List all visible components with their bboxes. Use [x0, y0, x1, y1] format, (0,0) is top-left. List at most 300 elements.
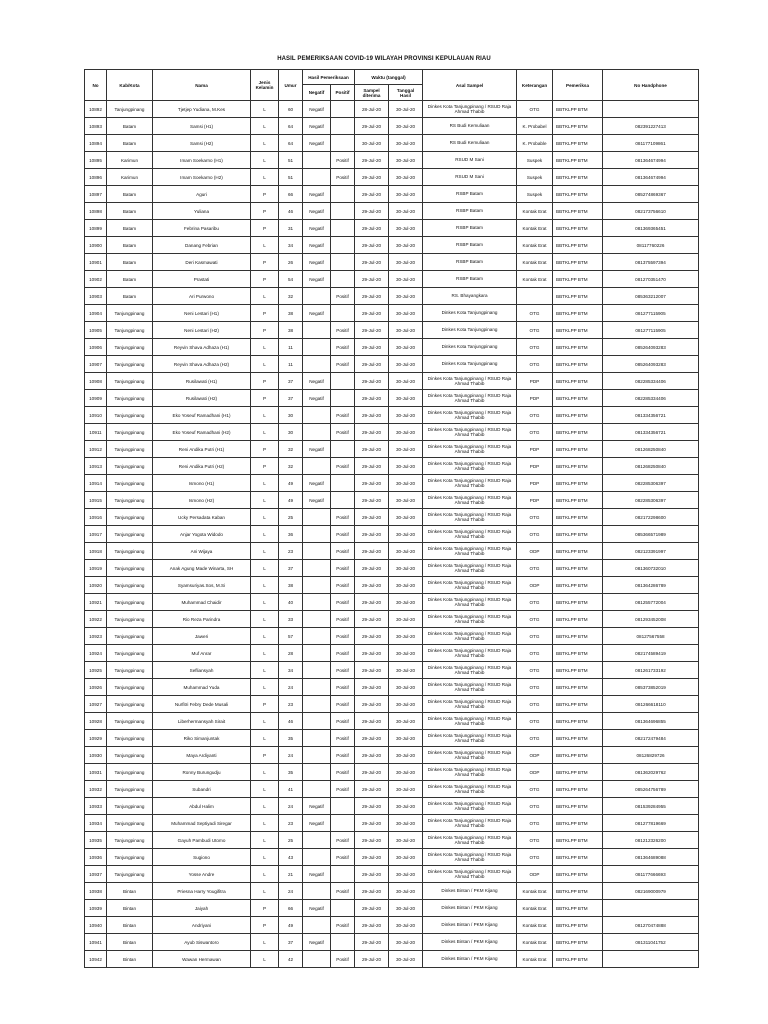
cell-no: 10931 — [85, 764, 107, 781]
cell-umur: 64 — [279, 118, 303, 135]
cell-keterangan: Kontak Erat — [517, 883, 553, 900]
cell-sampel-diterima: 29-Jul-20 — [355, 118, 389, 135]
cell-pemeriksa: BBTKLPP BTM — [553, 543, 603, 560]
cell-pemeriksa: BBTKLPP BTM — [553, 645, 603, 662]
cell-umur: 23 — [279, 543, 303, 560]
cell-sampel-diterima: 29-Jul-20 — [355, 594, 389, 611]
header-waktu: Waktu (tanggal) — [355, 70, 423, 85]
cell-keterangan: Kontak Erat — [517, 271, 553, 288]
cell-nama: Reyvin Shava Adhaza (H2) — [153, 356, 251, 373]
cell-no-handphone: 081270474888 — [603, 917, 699, 934]
cell-keterangan: Kontak Erat — [517, 254, 553, 271]
cell-umur: 40 — [279, 594, 303, 611]
cell-positif — [331, 254, 355, 271]
cell-keterangan: PDP — [517, 475, 553, 492]
cell-keterangan: OTG — [517, 560, 553, 577]
cell-asal-sampel: Dinkes Kota Tanjungpinang / RSUD Raja Ahmad Thabib — [423, 764, 517, 781]
cell-asal-sampel: Dinkes Kota Tanjungpinang — [423, 305, 517, 322]
cell-kab-kota: Tanjungpinang — [107, 526, 153, 543]
cell-no-handphone — [603, 101, 699, 118]
cell-keterangan: Kontak Erat — [517, 203, 553, 220]
cell-umur: 38 — [279, 322, 303, 339]
cell-pemeriksa: BBTKLPP BTM — [553, 152, 603, 169]
cell-asal-sampel: Dinkes Kota Tanjungpinang / RSUD Raja Ahmad Thabib — [423, 832, 517, 849]
cell-kab-kota: Tanjungpinang — [107, 305, 153, 322]
cell-nama: Samsi (H1) — [153, 118, 251, 135]
table-row — [85, 203, 699, 220]
cell-sampel-diterima: 29-Jul-20 — [355, 441, 389, 458]
cell-nama: Ismono (H2) — [153, 492, 251, 509]
cell-asal-sampel: RSBP Batam — [423, 203, 517, 220]
cell-keterangan: OTG — [517, 322, 553, 339]
cell-no-handphone: 081375597394 — [603, 254, 699, 271]
table-row — [85, 815, 699, 832]
cell-tanggal-hasil: 30-Jul-20 — [389, 254, 423, 271]
cell-kab-kota: Batam — [107, 203, 153, 220]
cell-tanggal-hasil: 30-Jul-20 — [389, 118, 423, 135]
cell-jenis-kelamin: P — [251, 696, 279, 713]
cell-nama: Maya Ardiyanti — [153, 747, 251, 764]
cell-pemeriksa: BBTKLPP BTM — [553, 356, 603, 373]
cell-umur: 24 — [279, 679, 303, 696]
table-row — [85, 662, 699, 679]
cell-sampel-diterima: 29-Jul-20 — [355, 900, 389, 917]
cell-nama: Anjar Yogota Widodo — [153, 526, 251, 543]
cell-kab-kota: Tanjungpinang — [107, 696, 153, 713]
cell-no-handphone: 081334356721 — [603, 424, 699, 441]
cell-positif: Positif — [331, 594, 355, 611]
cell-nama: Wawan Hermawan — [153, 951, 251, 968]
cell-asal-sampel: Dinkes Kota Tanjungpinang / RSUD Raja Ahmad Thabib — [423, 798, 517, 815]
cell-pemeriksa: BBTKLPP BTM — [553, 339, 603, 356]
table-row — [85, 152, 699, 169]
cell-pemeriksa: BBTKLPP BTM — [553, 713, 603, 730]
cell-negatif: Negatif — [303, 475, 331, 492]
cell-asal-sampel: RSBP Batam — [423, 186, 517, 203]
cell-negatif — [303, 628, 331, 645]
cell-kab-kota: Tanjungpinang — [107, 679, 153, 696]
cell-positif: Positif — [331, 730, 355, 747]
cell-no-handphone: 081293452008 — [603, 611, 699, 628]
table-row — [85, 339, 699, 356]
cell-keterangan: PDP — [517, 373, 553, 390]
cell-pemeriksa: BBTKLPP BTM — [553, 815, 603, 832]
cell-sampel-diterima: 29-Jul-20 — [355, 781, 389, 798]
cell-negatif: Negatif — [303, 237, 331, 254]
cell-no-handphone: 081364674994 — [603, 169, 699, 186]
cell-negatif — [303, 917, 331, 934]
cell-nama: Ismono (H1) — [153, 475, 251, 492]
cell-asal-sampel: Dinkes Kota Tanjungpinang / RSUD Raja Ahmad Thabib — [423, 679, 517, 696]
cell-jenis-kelamin: L — [251, 118, 279, 135]
table-row — [85, 135, 699, 152]
cell-kab-kota: Tanjungpinang — [107, 594, 153, 611]
cell-nama: Nurfitri Febry Dede Musali — [153, 696, 251, 713]
cell-kab-kota: Tanjungpinang — [107, 339, 153, 356]
cell-positif: Positif — [331, 611, 355, 628]
cell-positif: Positif — [331, 747, 355, 764]
table-row — [85, 169, 699, 186]
table-row — [85, 543, 699, 560]
cell-keterangan: PDP — [517, 458, 553, 475]
cell-nama: Ronny Burungudju — [153, 764, 251, 781]
cell-umur: 30 — [279, 424, 303, 441]
cell-jenis-kelamin: L — [251, 883, 279, 900]
cell-umur: 38 — [279, 305, 303, 322]
cell-asal-sampel: RS. Bhayangkara — [423, 288, 517, 305]
cell-no-handphone: 082123391997 — [603, 543, 699, 560]
cell-keterangan: OTG — [517, 696, 553, 713]
cell-positif: Positif — [331, 577, 355, 594]
cell-sampel-diterima: 29-Jul-20 — [355, 934, 389, 951]
cell-pemeriksa: BBTKLPP BTM — [553, 832, 603, 849]
table-row — [85, 526, 699, 543]
cell-no: 10905 — [85, 322, 107, 339]
cell-no: 10934 — [85, 815, 107, 832]
cell-asal-sampel: Dinkes Kota Tanjungpinang / RSUD Raja Ahmad Thabib — [423, 577, 517, 594]
cell-no: 10921 — [85, 594, 107, 611]
cell-nama: Samsi (H2) — [153, 135, 251, 152]
cell-no-handphone: 081268250840 — [603, 441, 699, 458]
cell-keterangan: ODP — [517, 577, 553, 594]
cell-sampel-diterima: 29-Jul-20 — [355, 271, 389, 288]
cell-jenis-kelamin: L — [251, 730, 279, 747]
table-row — [85, 322, 699, 339]
cell-no-handphone: 081364674994 — [603, 152, 699, 169]
cell-pemeriksa: BBTKLPP BTM — [553, 866, 603, 883]
cell-umur: 28 — [279, 645, 303, 662]
cell-nama: Eko Yoseuf Ramadhani (H2) — [153, 424, 251, 441]
cell-nama: Aguri — [153, 186, 251, 203]
cell-negatif: Negatif — [303, 254, 331, 271]
cell-umur: 32 — [279, 458, 303, 475]
cell-positif — [331, 866, 355, 883]
cell-kab-kota: Tanjungpinang — [107, 577, 153, 594]
cell-negatif — [303, 509, 331, 526]
cell-no-handphone: 081369365451 — [603, 220, 699, 237]
cell-kab-kota: Tanjungpinang — [107, 441, 153, 458]
cell-tanggal-hasil: 30-Jul-20 — [389, 339, 423, 356]
table-row — [85, 747, 699, 764]
cell-sampel-diterima: 29-Jul-20 — [355, 339, 389, 356]
cell-sampel-diterima: 29-Jul-20 — [355, 628, 389, 645]
cell-tanggal-hasil: 30-Jul-20 — [389, 560, 423, 577]
header-kab-kota: Kab/Kota — [107, 70, 153, 101]
cell-asal-sampel: RS Budi Kemuliaan — [423, 118, 517, 135]
cell-no-handphone: 081277819669 — [603, 815, 699, 832]
cell-sampel-diterima: 29-Jul-20 — [355, 288, 389, 305]
cell-tanggal-hasil: 30-Jul-20 — [389, 849, 423, 866]
cell-keterangan: Kontak Erat — [517, 900, 553, 917]
cell-positif: Positif — [331, 832, 355, 849]
cell-umur: 42 — [279, 951, 303, 968]
cell-no-handphone — [603, 951, 699, 968]
cell-jenis-kelamin: P — [251, 203, 279, 220]
cell-pemeriksa: BBTKLPP BTM — [553, 594, 603, 611]
cell-umur: 23 — [279, 696, 303, 713]
cell-positif: Positif — [331, 764, 355, 781]
cell-keterangan: ODP — [517, 543, 553, 560]
cell-no: 10941 — [85, 934, 107, 951]
table-row — [85, 407, 699, 424]
cell-no: 10936 — [85, 849, 107, 866]
cell-keterangan: Kontak Erat — [517, 220, 553, 237]
cell-positif: Positif — [331, 356, 355, 373]
cell-tanggal-hasil: 30-Jul-20 — [389, 271, 423, 288]
cell-negatif — [303, 764, 331, 781]
cell-nama: Reni Andika Putri (H1) — [153, 441, 251, 458]
cell-no-handphone: 082285306397 — [603, 475, 699, 492]
cell-no-handphone: 081277115905 — [603, 322, 699, 339]
cell-no: 10926 — [85, 679, 107, 696]
table-row — [85, 271, 699, 288]
cell-negatif: Negatif — [303, 815, 331, 832]
table-row — [85, 475, 699, 492]
cell-asal-sampel: Dinkes Kota Tanjungpinang / RSUD Raja Ahmad Thabib — [423, 866, 517, 883]
cell-sampel-diterima: 29-Jul-20 — [355, 883, 389, 900]
cell-nama: Muhammad Yuda — [153, 679, 251, 696]
cell-pemeriksa: BBTKLPP BTM — [553, 696, 603, 713]
cell-pemeriksa: BBTKLPP BTM — [553, 322, 603, 339]
cell-tanggal-hasil: 30-Jul-20 — [389, 356, 423, 373]
cell-keterangan: OTG — [517, 730, 553, 747]
cell-no-handphone: 081360732010 — [603, 560, 699, 577]
table-row — [85, 254, 699, 271]
cell-no: 10895 — [85, 152, 107, 169]
cell-kab-kota: Tanjungpinang — [107, 407, 153, 424]
cell-umur: 49 — [279, 492, 303, 509]
cell-no: 10908 — [85, 373, 107, 390]
cell-negatif: Negatif — [303, 135, 331, 152]
cell-no-handphone: 081212326200 — [603, 832, 699, 849]
table-row — [85, 492, 699, 509]
cell-no: 10910 — [85, 407, 107, 424]
header-no-handphone: No Handphone — [603, 70, 699, 101]
cell-nama: Andriyani — [153, 917, 251, 934]
cell-negatif: Negatif — [303, 492, 331, 509]
cell-positif: Positif — [331, 407, 355, 424]
cell-positif — [331, 220, 355, 237]
cell-kab-kota: Tanjungpinang — [107, 645, 153, 662]
cell-pemeriksa: BBTKLPP BTM — [553, 781, 603, 798]
cell-negatif — [303, 747, 331, 764]
cell-keterangan: Kontak Erat — [517, 917, 553, 934]
cell-kab-kota: Tanjungpinang — [107, 356, 153, 373]
cell-no-handphone: 085264756789 — [603, 781, 699, 798]
cell-pemeriksa: BBTKLPP BTM — [553, 849, 603, 866]
cell-umur: 49 — [279, 475, 303, 492]
cell-negatif: Negatif — [303, 373, 331, 390]
cell-negatif — [303, 883, 331, 900]
cell-jenis-kelamin: L — [251, 628, 279, 645]
cell-sampel-diterima: 29-Jul-20 — [355, 577, 389, 594]
cell-tanggal-hasil: 30-Jul-20 — [389, 577, 423, 594]
cell-nama: Yosse Andre — [153, 866, 251, 883]
cell-no-handphone: 081261733192 — [603, 662, 699, 679]
cell-keterangan: Suspek — [517, 186, 553, 203]
cell-pemeriksa: BBTKLPP BTM — [553, 424, 603, 441]
table-row — [85, 594, 699, 611]
cell-nama: Yuliana — [153, 203, 251, 220]
cell-pemeriksa: BBTKLPP BTM — [553, 951, 603, 968]
cell-positif: Positif — [331, 560, 355, 577]
cell-tanggal-hasil: 30-Jul-20 — [389, 186, 423, 203]
cell-kab-kota: Bintan — [107, 883, 153, 900]
cell-nama: Ari Purwono — [153, 288, 251, 305]
cell-no-handphone: 081177109861 — [603, 135, 699, 152]
cell-no: 10918 — [85, 543, 107, 560]
cell-umur: 46 — [279, 203, 303, 220]
cell-asal-sampel: Dinkes Kota Tanjungpinang / RSUD Raja Ahmad Thabib — [423, 407, 517, 424]
cell-kab-kota: Tanjungpinang — [107, 390, 153, 407]
cell-keterangan: OTG — [517, 815, 553, 832]
cell-no: 10907 — [85, 356, 107, 373]
cell-pemeriksa: BBTKLPP BTM — [553, 934, 603, 951]
cell-positif: Positif — [331, 543, 355, 560]
cell-nama: Liberhermansyah Sirait — [153, 713, 251, 730]
cell-jenis-kelamin: L — [251, 594, 279, 611]
cell-umur: 41 — [279, 781, 303, 798]
cell-sampel-diterima: 29-Jul-20 — [355, 713, 389, 730]
cell-no: 10906 — [85, 339, 107, 356]
cell-kab-kota: Tanjungpinang — [107, 849, 153, 866]
cell-jenis-kelamin: P — [251, 458, 279, 475]
cell-no: 10897 — [85, 186, 107, 203]
cell-no: 10892 — [85, 101, 107, 118]
cell-pemeriksa: BBTKLPP BTM — [553, 305, 603, 322]
cell-keterangan: OTG — [517, 305, 553, 322]
cell-keterangan: PDP — [517, 441, 553, 458]
header-no: No — [85, 70, 107, 101]
cell-tanggal-hasil: 30-Jul-20 — [389, 101, 423, 118]
cell-tanggal-hasil: 30-Jul-20 — [389, 917, 423, 934]
table-row — [85, 560, 699, 577]
cell-kab-kota: Tanjungpinang — [107, 543, 153, 560]
cell-sampel-diterima: 29-Jul-20 — [355, 764, 389, 781]
cell-negatif — [303, 951, 331, 968]
cell-jenis-kelamin: L — [251, 543, 279, 560]
cell-kab-kota: Bintan — [107, 900, 153, 917]
cell-pemeriksa: BBTKLPP BTM — [553, 458, 603, 475]
cell-umur: 25 — [279, 832, 303, 849]
table-row — [85, 849, 699, 866]
cell-positif — [331, 475, 355, 492]
cell-tanggal-hasil: 30-Jul-20 — [389, 934, 423, 951]
cell-pemeriksa: BBTKLPP BTM — [553, 169, 603, 186]
cell-no: 10898 — [85, 203, 107, 220]
cell-jenis-kelamin: L — [251, 832, 279, 849]
cell-tanggal-hasil: 30-Jul-20 — [389, 390, 423, 407]
cell-umur: 25 — [279, 509, 303, 526]
cell-asal-sampel: Dinkes Kota Tanjungpinang / RSUD Raja Ahmad Thabib — [423, 730, 517, 747]
cell-tanggal-hasil: 30-Jul-20 — [389, 628, 423, 645]
cell-sampel-diterima: 29-Jul-20 — [355, 220, 389, 237]
cell-kab-kota: Batam — [107, 271, 153, 288]
cell-no-handphone: 085366571989 — [603, 526, 699, 543]
cell-keterangan: ODP — [517, 747, 553, 764]
cell-no: 10920 — [85, 577, 107, 594]
cell-negatif — [303, 543, 331, 560]
cell-nama: Imam Soekarno (H2) — [153, 169, 251, 186]
cell-positif: Positif — [331, 509, 355, 526]
cell-no: 10912 — [85, 441, 107, 458]
cell-nama: Syamsuriyas.Sos, M.Si — [153, 577, 251, 594]
cell-positif — [331, 492, 355, 509]
cell-tanggal-hasil: 30-Jul-20 — [389, 441, 423, 458]
cell-no: 10909 — [85, 390, 107, 407]
cell-pemeriksa: BBTKLPP BTM — [553, 475, 603, 492]
cell-kab-kota: Tanjungpinang — [107, 560, 153, 577]
cell-kab-kota: Batam — [107, 186, 153, 203]
cell-jenis-kelamin: L — [251, 781, 279, 798]
cell-umur: 43 — [279, 849, 303, 866]
cell-tanggal-hasil: 30-Jul-20 — [389, 135, 423, 152]
cell-asal-sampel: Dinkes Kota Tanjungpinang — [423, 356, 517, 373]
cell-umur: 37 — [279, 390, 303, 407]
header-umur: Umur — [279, 70, 303, 101]
cell-no-handphone: 082391227413 — [603, 118, 699, 135]
cell-umur: 21 — [279, 866, 303, 883]
cell-positif — [331, 798, 355, 815]
cell-negatif — [303, 407, 331, 424]
cell-asal-sampel: RSBP Batam — [423, 220, 517, 237]
cell-umur: 35 — [279, 764, 303, 781]
cell-asal-sampel: RSBP Batam — [423, 254, 517, 271]
cell-tanggal-hasil: 30-Jul-20 — [389, 645, 423, 662]
table-row — [85, 645, 699, 662]
cell-kab-kota: Tanjungpinang — [107, 458, 153, 475]
cell-negatif: Negatif — [303, 798, 331, 815]
cell-negatif — [303, 458, 331, 475]
cell-negatif — [303, 322, 331, 339]
cell-no: 10940 — [85, 917, 107, 934]
cell-umur: 32 — [279, 288, 303, 305]
cell-jenis-kelamin: P — [251, 373, 279, 390]
cell-jenis-kelamin: L — [251, 475, 279, 492]
cell-pemeriksa: BBTKLPP BTM — [553, 101, 603, 118]
cell-tanggal-hasil: 30-Jul-20 — [389, 152, 423, 169]
cell-umur: 37 — [279, 934, 303, 951]
cell-pemeriksa: BBTKLPP BTM — [553, 560, 603, 577]
cell-no: 10938 — [85, 883, 107, 900]
cell-jenis-kelamin: L — [251, 815, 279, 832]
cell-kab-kota: Bintan — [107, 951, 153, 968]
cell-umur: 11 — [279, 356, 303, 373]
cell-umur: 32 — [279, 441, 303, 458]
table-row — [85, 781, 699, 798]
cell-tanggal-hasil: 30-Jul-20 — [389, 747, 423, 764]
cell-negatif — [303, 577, 331, 594]
cell-no-handphone: 082285334406 — [603, 390, 699, 407]
cell-jenis-kelamin: L — [251, 492, 279, 509]
table-row — [85, 237, 699, 254]
cell-nama: Ucky Persadata Kaban — [153, 509, 251, 526]
cell-kab-kota: Tanjungpinang — [107, 798, 153, 815]
cell-positif: Positif — [331, 424, 355, 441]
cell-keterangan: OTG — [517, 356, 553, 373]
cell-positif — [331, 390, 355, 407]
cell-sampel-diterima: 29-Jul-20 — [355, 203, 389, 220]
cell-kab-kota: Tanjungpinang — [107, 713, 153, 730]
cell-no: 10916 — [85, 509, 107, 526]
cell-tanggal-hasil: 30-Jul-20 — [389, 543, 423, 560]
cell-no: 10939 — [85, 900, 107, 917]
cell-positif — [331, 271, 355, 288]
cell-asal-sampel: Dinkes Bintan / PKM Kijang — [423, 883, 517, 900]
cell-asal-sampel: Dinkes Bintan / PKM Kijang — [423, 900, 517, 917]
header-asal-sampel: Asal Sampel — [423, 70, 517, 101]
cell-negatif — [303, 662, 331, 679]
